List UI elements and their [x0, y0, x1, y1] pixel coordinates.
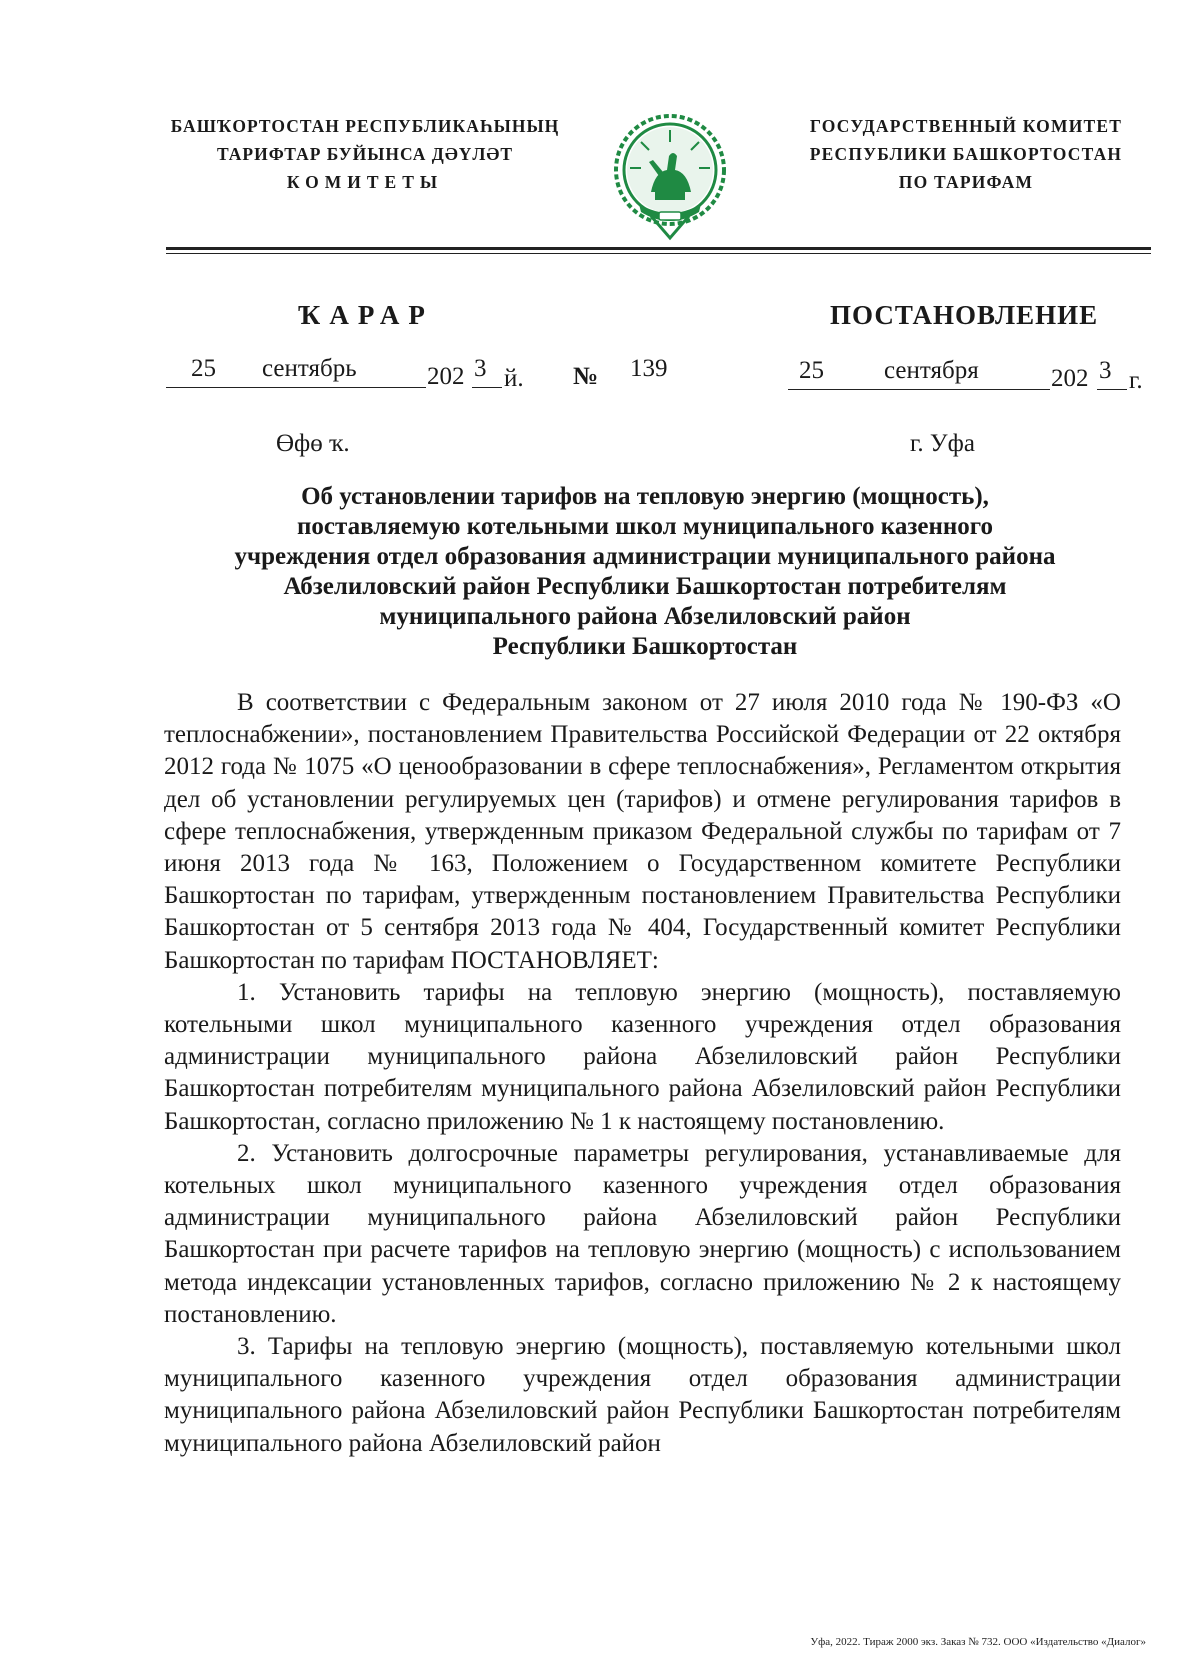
date-right-month: сентября [884, 357, 979, 384]
org-name-russian [780, 112, 1152, 196]
date-right-suffix: г. [1129, 367, 1143, 394]
date-right-day: 25 [799, 357, 824, 384]
date-left-day: 25 [191, 355, 216, 382]
document-title [150, 482, 1140, 662]
document-body [164, 687, 1121, 1460]
org-line: ТАРИФТАР БУЙЫНСА ДӘҮЛӘТ [216, 144, 514, 164]
title-line: Республики Башкортостан [492, 633, 798, 660]
date-left-suffix: й. [504, 365, 524, 392]
org-line: КОМИТЕТЫ [286, 172, 444, 192]
org-line: РЕСПУБЛИКИ БАШКОРТОСТАН [809, 144, 1123, 164]
number-sign: № [573, 363, 599, 390]
org-line: ПО ТАРИФАМ [898, 172, 1034, 192]
date-right-year-prefix: 202 [1051, 365, 1089, 392]
title-line: учреждения отдел образования администрации муниципального района [234, 543, 1056, 570]
date-right-year-underline [1097, 389, 1127, 390]
date-left-month: сентябрь [262, 355, 357, 382]
date-left-year-prefix: 202 [427, 363, 465, 390]
org-line: БАШҠОРТОСТАН РЕСПУБЛИКАҺЫНЫҢ [170, 116, 560, 136]
date-left-year-digit: 3 [474, 355, 487, 382]
title-line: поставляемую котельными школ муниципального казенного [297, 513, 993, 540]
document-number: 139 [630, 355, 668, 382]
coat-of-arms-icon [611, 112, 729, 244]
doc-type-russian: ПОСТАНОВЛЕНИЕ [830, 300, 1099, 330]
org-line: ГОСУДАРСТВЕННЫЙ КОМИТЕТ [809, 116, 1123, 136]
title-line: Абзелиловский район Республики Башкортостан потребителям [283, 573, 1007, 600]
title-line: муниципального района Абзелиловский район [379, 603, 911, 630]
body-paragraph-item-1: 1. Установить тарифы на тепловую энергию (мощность), поставляемую котельными школ муниципального казенного учреждения отдел образования администрации муниципального района Абзелиловский район Республики Башкортостан потребителям муниципального района Абзелиловский район Республики Башкортостан, согласно приложению № 1 к настоящему постановлению. [164, 978, 1121, 1135]
body-paragraph-item-2: 2. Установить долгосрочные параметры регулирования, устанавливаемые для котельных школ муниципального казенного учреждения отдел образования администрации муниципального района Абзелиловский район Республики Башкортостан при расчете тарифов на тепловую энергию (мощность) с использованием метода индексации установленных тарифов, согласно приложению № 2 к настоящему постановлению. [164, 1139, 1121, 1328]
header-divider-thin [166, 253, 1151, 254]
body-paragraph-preamble: В соответствии с Федеральным законом от 27 июля 2010 года № 190-ФЗ «О теплоснабжении», постановлением Правительства Российской Федерации от 22 октября 2012 года № 1075 «О ценообразовании в сфере теплоснабжения», Регламентом открытия дел об установлении регулируемых цен (тарифов) и отмене регулирования тарифов в сфере теплоснабжения, утвержденным приказом Федеральной службы по тарифам от 7 июня 2013 года № 163, Положением о Государственном комитете Республики Башкортостан по тарифам, утвержденным постановлением Правительства Республики Башкортостан от 5 сентября 2013 года № 404, Государственный комитет Республики Башкортостан по тарифам ПОСТАНОВЛЯЕТ: [164, 689, 1121, 974]
city-bashkir: Өфө ҡ. [276, 430, 350, 457]
date-left-underline [166, 387, 426, 388]
date-right-year-digit: 3 [1099, 357, 1112, 384]
body-paragraph-item-3: 3. Тарифы на тепловую энергию (мощность), поставляемую котельными школ муниципального казенного учреждения отдел образования администрации муниципального района Абзелиловский район Республики Башкортостан потребителям муниципального района Абзелиловский район [164, 1333, 1121, 1457]
date-left-year-underline [472, 387, 502, 388]
doc-type-bashkir: ҠАРАР [298, 300, 434, 330]
title-line: Об установлении тарифов на тепловую энергию (мощность), [301, 483, 989, 510]
print-imprint: Уфа, 2022. Тираж 2000 экз. Заказ № 732. ООО «Издательство «Диалог» [810, 1636, 1146, 1648]
city-russian: г. Уфа [910, 430, 975, 457]
org-name-bashkir [158, 112, 572, 196]
date-right-underline [788, 389, 1050, 390]
header-divider [166, 247, 1151, 250]
